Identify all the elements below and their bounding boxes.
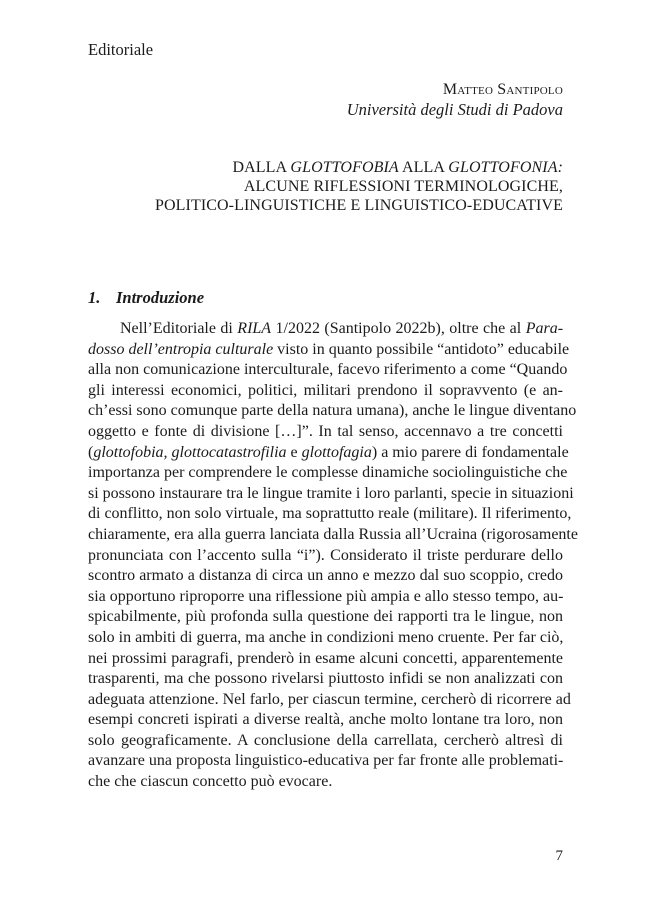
article-title bbox=[155, 158, 563, 215]
section-number: 1. bbox=[88, 288, 101, 307]
title-line-3: POLITICO-LINGUISTICHE E LINGUISTICO-EDUCATIVE bbox=[155, 197, 563, 214]
body-paragraph bbox=[88, 319, 578, 793]
text-run: si possono instaurare tra le lingue tramite i loro parlanti, specie in situazioni bbox=[88, 484, 574, 502]
text-run: scontro armato a distanza di circa un anno e mezzo dal suo scoppio, credo bbox=[88, 567, 563, 585]
text-run: ch’essi sono comunque parte della natura umana), anche le lingue diventano bbox=[88, 402, 577, 420]
text-run: e bbox=[286, 443, 302, 461]
paragraph-line bbox=[88, 360, 568, 381]
italic-term: glottofobia, glottocatastrofilia bbox=[93, 443, 287, 461]
title-term-glottofobia: GLOTTOFOBIA bbox=[290, 159, 399, 176]
paragraph-line bbox=[88, 731, 563, 752]
author-affiliation: Università degli Studi di Padova bbox=[346, 100, 563, 119]
text-run: avanzare una proposta linguistico-educativa per far fronte alle problemati- bbox=[88, 752, 564, 770]
text-run: 1/2022 (Santipolo 2022b), oltre che al bbox=[271, 320, 526, 337]
text-run: oggetto e fonte di divisione […]”. In tal senso, accennavo a tre concetti bbox=[88, 422, 563, 440]
italic-term: dosso dell’entropia culturale bbox=[88, 340, 274, 358]
text-run: importanza per comprendere le complesse dinamiche sociolinguistiche che bbox=[88, 464, 568, 482]
title-line-2: ALCUNE RIFLESSIONI TERMINOLOGICHE, bbox=[243, 178, 563, 195]
author-name: Matteo Santipolo bbox=[442, 81, 563, 98]
text-run: di conflitto, non solo virtuale, ma soprattutto reale (militare). Il riferimento, bbox=[88, 505, 572, 523]
title-term-glottofonia: GLOTTOFONIA: bbox=[448, 159, 563, 176]
text-run: solo geograficamente. A conclusione della carrellata, cercherò altresì di bbox=[88, 731, 563, 749]
section-heading bbox=[88, 288, 204, 308]
text-run: Nell’Editoriale di bbox=[120, 320, 238, 337]
text-run: che che ciascun concetto può evocare. bbox=[88, 773, 333, 791]
paragraph-line bbox=[88, 751, 563, 772]
title-part: DALLA bbox=[232, 159, 291, 176]
text-run: sia opportuno riproporre una riflessione più ampia e allo stesso tempo, au- bbox=[88, 587, 564, 605]
text-run: chiaramente, era alla guerra lanciata dalla Russia all’Ucraina (rigorosamente bbox=[88, 525, 578, 543]
text-run: esempi concreti ispirati a diverse realtà, anche molto lontane tra loro, non bbox=[88, 711, 563, 729]
page-number: 7 bbox=[555, 848, 563, 864]
italic-term: RILA bbox=[237, 320, 272, 337]
text-run: nei prossimi paragrafi, prenderò in esame alcuni concetti, apparentemente bbox=[88, 649, 563, 667]
paragraph-line bbox=[88, 484, 574, 505]
paragraph-line bbox=[88, 669, 563, 690]
paragraph-line bbox=[88, 690, 571, 711]
paragraph-line bbox=[88, 607, 563, 628]
italic-term: glottofagia bbox=[301, 443, 372, 461]
paragraph-line bbox=[88, 710, 563, 731]
section-title: Introduzione bbox=[116, 288, 205, 307]
paragraph-line bbox=[88, 422, 563, 443]
text-run: gli interessi economici, politici, militari prendono il sopravvento (e an- bbox=[88, 381, 563, 399]
text-run: trasparenti, ma che possono rivelarsi piuttosto infidi se non analizzati con bbox=[88, 670, 563, 688]
author-block bbox=[347, 80, 563, 120]
text-run: ( bbox=[88, 443, 94, 461]
text-run: alla non comunicazione interculturale, facevo riferimento a come “Quando bbox=[88, 361, 568, 379]
italic-term: Para- bbox=[525, 320, 564, 337]
text-run: adeguata attenzione. Nel farlo, per ciascun termine, cercherò di ricorrere ad bbox=[88, 690, 571, 708]
paragraph-line bbox=[88, 525, 578, 546]
paragraph-line bbox=[88, 628, 563, 649]
paragraph-line bbox=[88, 340, 570, 361]
title-line-1 bbox=[155, 158, 563, 177]
title-part: ALLA bbox=[398, 159, 449, 176]
paragraph-line bbox=[88, 587, 563, 608]
paragraph-line bbox=[88, 381, 563, 402]
text-run: ) a mio parere di fondamentale bbox=[371, 443, 569, 461]
paragraph-line bbox=[88, 649, 563, 670]
paragraph-line bbox=[88, 463, 568, 484]
text-run: pronunciata con l’accento sulla “i”). Considerato il triste perdurare dello bbox=[88, 546, 563, 564]
text-run: visto in quanto possibile “antidoto” educabile bbox=[273, 340, 570, 358]
text-run: solo in ambiti di guerra, ma anche in condizioni meno cruente. Per far ciò, bbox=[88, 628, 564, 646]
paragraph-line bbox=[88, 319, 563, 340]
paragraph-line bbox=[88, 504, 572, 525]
paragraph-line bbox=[88, 401, 577, 422]
section-label: Editoriale bbox=[88, 40, 154, 59]
text-run: spicabilmente, più profonda sulla questione dei rapporti tra le lingue, non bbox=[88, 608, 563, 626]
paragraph-line bbox=[88, 443, 569, 464]
paragraph-line bbox=[88, 772, 563, 793]
paragraph-line bbox=[88, 546, 563, 567]
paragraph-line bbox=[88, 566, 563, 587]
